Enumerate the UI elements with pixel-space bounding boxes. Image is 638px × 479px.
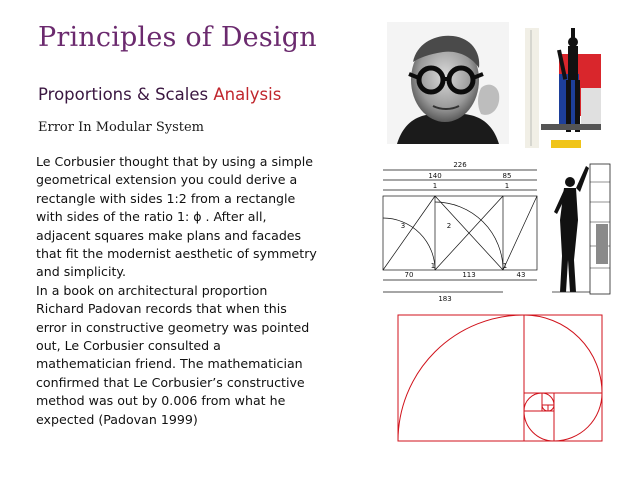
- paragraph-line: mathematician friend. The mathematician: [36, 356, 303, 372]
- diagram-label: 1: [504, 182, 510, 190]
- spiral-arc: [542, 393, 554, 405]
- paragraph-line: out, Le Corbusier consulted a: [36, 338, 221, 354]
- section-heading: Error In Modular System: [38, 120, 204, 135]
- paragraph-line: rectangle with sides 1:2 from a rectangle: [36, 190, 296, 206]
- paragraph-line: confirmed that Le Corbusier’s constructive: [36, 374, 305, 390]
- paragraph-line: geometrical extension you could derive a: [36, 172, 298, 188]
- spiral-arc: [554, 393, 602, 441]
- diagram-label: 113: [462, 271, 476, 279]
- paragraph-line: and simplicity.: [36, 264, 127, 280]
- diagram-label: 70: [404, 271, 414, 279]
- diagram-label: 2: [446, 222, 452, 230]
- spiral-rect: [398, 315, 602, 441]
- paragraph-line: error in constructive geometry was pointed: [36, 319, 310, 335]
- spiral-arc: [542, 405, 548, 411]
- spiral-arc: [398, 315, 524, 441]
- paragraph-line: expected (Padovan 1999): [36, 411, 198, 427]
- diagram-label: 140: [428, 172, 442, 180]
- slide-title: Principles of Design: [38, 22, 317, 53]
- paragraph-line: Le Corbusier thought that by using a simple: [36, 154, 314, 169]
- portrait-photo: [387, 22, 509, 144]
- paragraph-line: method was out by 0.006 from what he: [36, 393, 286, 409]
- spiral-arc: [524, 315, 602, 393]
- golden-spiral-diagram: [396, 313, 604, 445]
- body-paragraph: [36, 153, 372, 429]
- spiral-arc: [524, 393, 542, 411]
- modulor-man-sketch: [546, 160, 616, 298]
- spiral-rect: [524, 315, 602, 441]
- proportion-diagram: [375, 156, 541, 304]
- diagram-label: 85: [502, 172, 512, 180]
- diagram-label: 1: [502, 262, 508, 270]
- paragraph-line: adjacent squares make plans and facades: [36, 227, 302, 243]
- paragraph-line: that fit the modernist aesthetic of symmetry: [36, 246, 317, 262]
- diagram-label: 43: [516, 271, 526, 279]
- diagram-label: 183: [438, 295, 452, 303]
- diagram-label: 226: [453, 161, 467, 169]
- subtitle-accent: Analysis: [213, 85, 282, 104]
- spiral-arc: [524, 411, 554, 441]
- slide-subtitle: [38, 85, 281, 104]
- paragraph-line: with sides of the ratio 1: ϕ . After all,: [36, 209, 267, 225]
- diagram-label: 1: [430, 262, 436, 270]
- diagram-label: 3: [400, 222, 406, 230]
- spiral-arc: [548, 405, 554, 411]
- golden-spiral: [398, 315, 602, 441]
- paragraph-line: In a book on architectural proportion: [36, 282, 268, 298]
- subtitle-main: Proportions & Scales: [38, 85, 214, 104]
- modulor-figure-image: [521, 28, 601, 153]
- diagram-label: 1: [432, 182, 438, 190]
- spiral-rect: [524, 393, 554, 441]
- paragraph-line: Richard Padovan records that when this: [36, 301, 287, 317]
- spiral-rect: [524, 393, 602, 441]
